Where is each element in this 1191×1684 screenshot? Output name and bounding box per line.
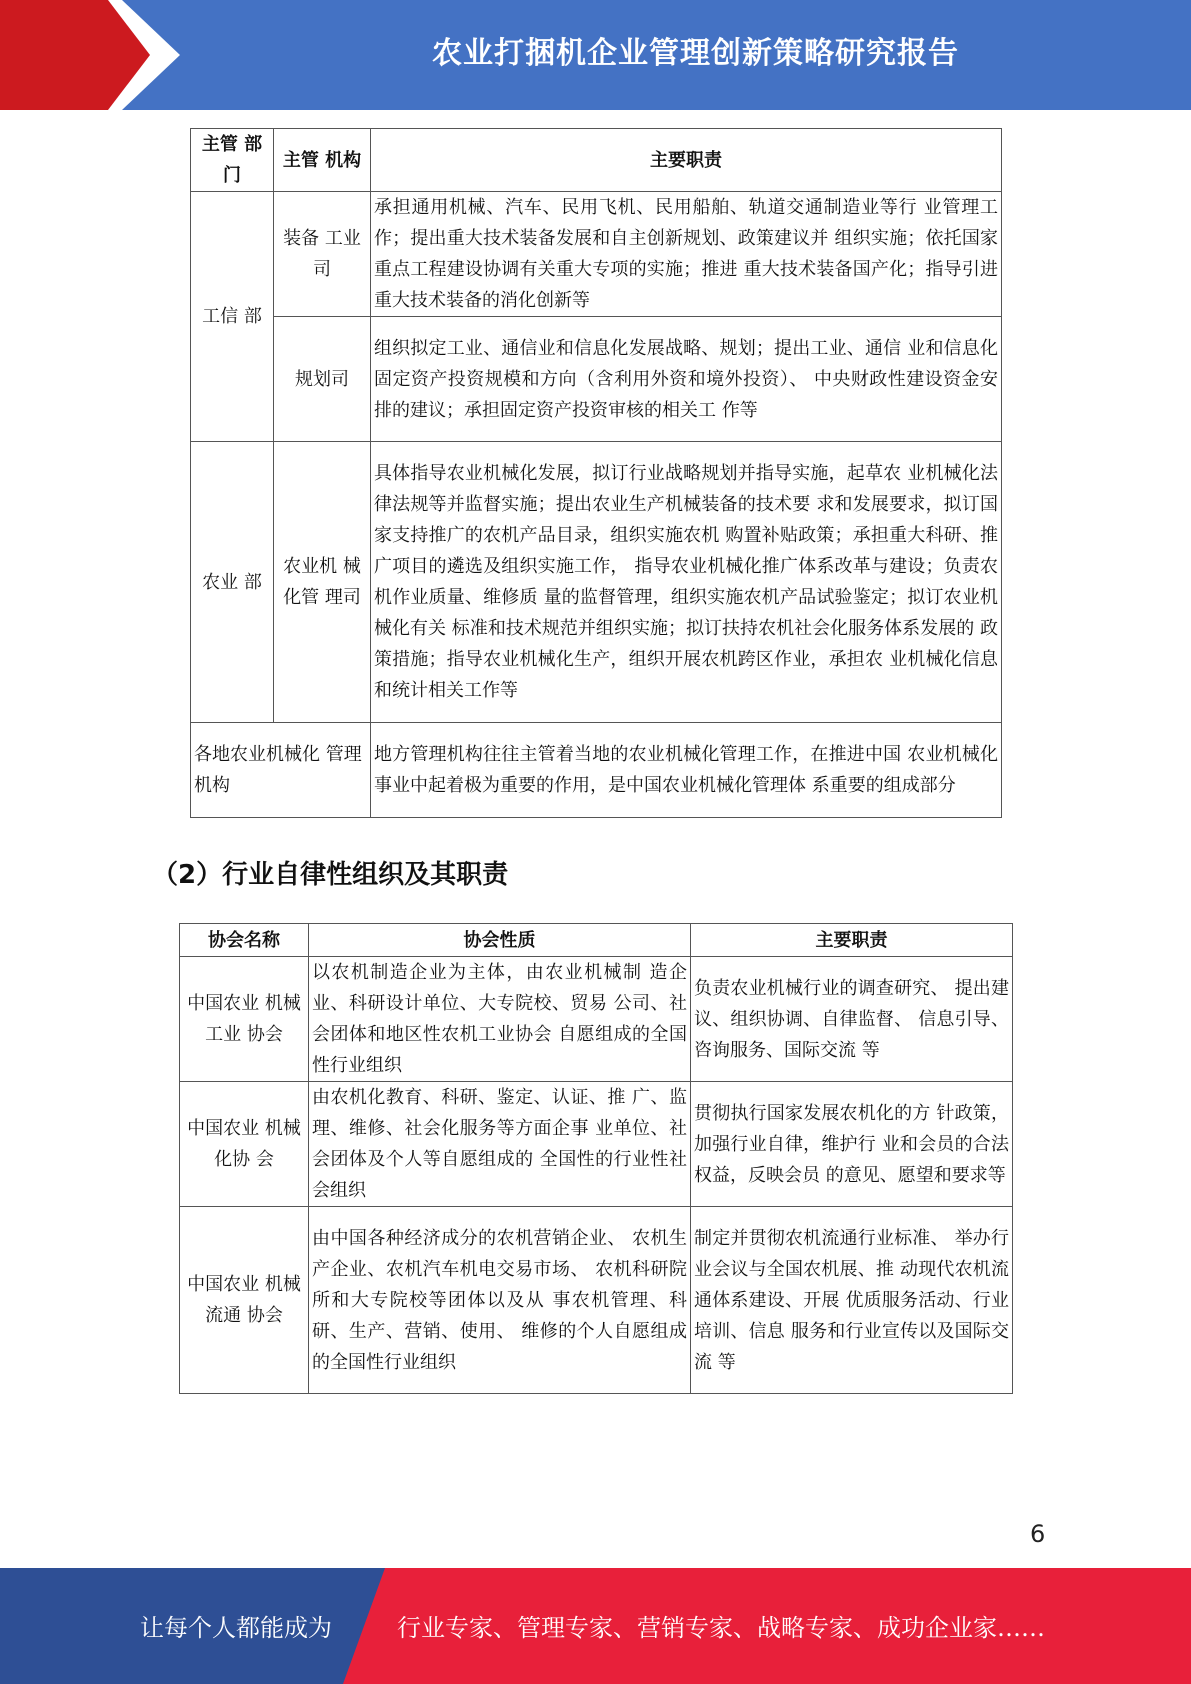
assoc-nature-cell: 由农机化教育、科研、鉴定、认证、推 广、监理、维修、社会化服务等方面企事 业单位、社会团体及个人等自愿组成的 全国性的行业性社会组织 bbox=[309, 1082, 691, 1207]
table-row bbox=[180, 1082, 1013, 1207]
section-title: （2）行业自律性组织及其职责 bbox=[152, 860, 509, 890]
report-title: 农业打捆机企业管理创新策略研究报告 bbox=[432, 36, 959, 71]
table-row bbox=[191, 192, 1002, 317]
header-nature: 协会性质 bbox=[309, 924, 691, 957]
header-name: 协会名称 bbox=[180, 924, 309, 957]
authority-table bbox=[190, 128, 1002, 818]
header-duty: 主要职责 bbox=[371, 129, 1002, 192]
duty-cell: 组织拟定工业、通信业和信息化发展战略、规划；提出工业、通信 业和信息化固定资产投资规模和方向（含利用外资和境外投资）、 中央财政性建设资金安排的建议；承担固定资产投资审核的相关工 作等 bbox=[371, 317, 1002, 442]
header-duty: 主要职责 bbox=[691, 924, 1013, 957]
duty-cell: 具体指导农业机械化发展，拟订行业战略规划并指导实施，起草农 业机械化法律法规等并监督实施；提出农业生产机械装备的技术要 求和发展要求，拟订国家支持推广的农机产品目录，组织实施农机 购置补贴政策；承担重大科研、推广项目的遴选及组织实施工作， 指导农业机械化推广体系改革与建设；负责农机作业质量、维修质 量的监督管理，组织实施农机产品试验鉴定；拟订农业机械化有关 标准和技术规范并组织实施；拟订扶持农机社会化服务体系发展的 政策措施；指导农业机械化生产，组织开展农机跨区作业，承担农 业机械化信息和统计相关工作等 bbox=[371, 442, 1002, 723]
table-row bbox=[180, 957, 1013, 1082]
assoc-nature-cell: 由中国各种经济成分的农机营销企业、 农机生产企业、农机汽车机电交易市场、 农机科研院所和大专院校等团体以及从 事农机管理、科研、生产、营销、使用、 维修的个人自愿组成的全国性行业组织 bbox=[309, 1207, 691, 1394]
assoc-duty-cell: 制定并贯彻农机流通行业标准、 举办行业会议与全国农机展、推 动现代农机流通体系建设、开展 优质服务活动、行业培训、信息 服务和行业宣传以及国际交流 等 bbox=[691, 1207, 1013, 1394]
assoc-duty-cell: 贯彻执行国家发展农机化的方 针政策，加强行业自律，维护行 业和会员的合法权益，反映会员 的意见、愿望和要求等 bbox=[691, 1082, 1013, 1207]
org-cell: 装备 工业司 bbox=[274, 192, 371, 317]
footer-slogan-left: 让每个人都能成为 bbox=[140, 1614, 332, 1642]
assoc-name-cell: 中国农业 机械工业 协会 bbox=[180, 957, 309, 1082]
page-header bbox=[0, 0, 1191, 110]
page-number: 6 bbox=[1030, 1520, 1046, 1548]
table-row bbox=[191, 317, 1002, 442]
org-cell: 规划司 bbox=[274, 317, 371, 442]
dept-cell: 工信 部 bbox=[191, 192, 274, 442]
table-header-row bbox=[180, 924, 1013, 957]
table-row bbox=[191, 723, 1002, 818]
assoc-nature-cell: 以农机制造企业为主体，由农业机械制 造企业、科研设计单位、大专院校、贸易 公司、社会团体和地区性农机工业协会 自愿组成的全国性行业组织 bbox=[309, 957, 691, 1082]
assoc-name-cell: 中国农业 机械化协 会 bbox=[180, 1082, 309, 1207]
assoc-duty-cell: 负责农业机械行业的调查研究、 提出建议、组织协调、自律监督、 信息引导、咨询服务、国际交流 等 bbox=[691, 957, 1013, 1082]
header-org: 主管 机构 bbox=[274, 129, 371, 192]
duty-cell: 承担通用机械、汽车、民用飞机、民用船舶、轨道交通制造业等行 业管理工作；提出重大技术装备发展和自主创新规划、政策建议并 组织实施；依托国家重点工程建设协调有关重大专项的实施；推进 重大技术装备国产化；指导引进重大技术装备的消化创新等 bbox=[371, 192, 1002, 317]
duty-cell: 地方管理机构往往主管着当地的农业机械化管理工作，在推进中国 农业机械化事业中起着极为重要的作用，是中国农业机械化管理体 系重要的组成部分 bbox=[371, 723, 1002, 818]
page-footer bbox=[0, 1568, 1191, 1684]
table-row bbox=[180, 1207, 1013, 1394]
org-cell: 农业机 械化管 理司 bbox=[274, 442, 371, 723]
assoc-name-cell: 中国农业 机械流通 协会 bbox=[180, 1207, 309, 1394]
association-table bbox=[179, 923, 1013, 1394]
footer-slogan-right: 行业专家、管理专家、营销专家、战略专家、成功企业家…… bbox=[397, 1614, 1045, 1642]
dept-cell: 农业 部 bbox=[191, 442, 274, 723]
table-header-row bbox=[191, 129, 1002, 192]
org-cell: 各地农业机械化 管理机构 bbox=[191, 723, 371, 818]
table-row bbox=[191, 442, 1002, 723]
header-dept: 主管 部门 bbox=[191, 129, 274, 192]
